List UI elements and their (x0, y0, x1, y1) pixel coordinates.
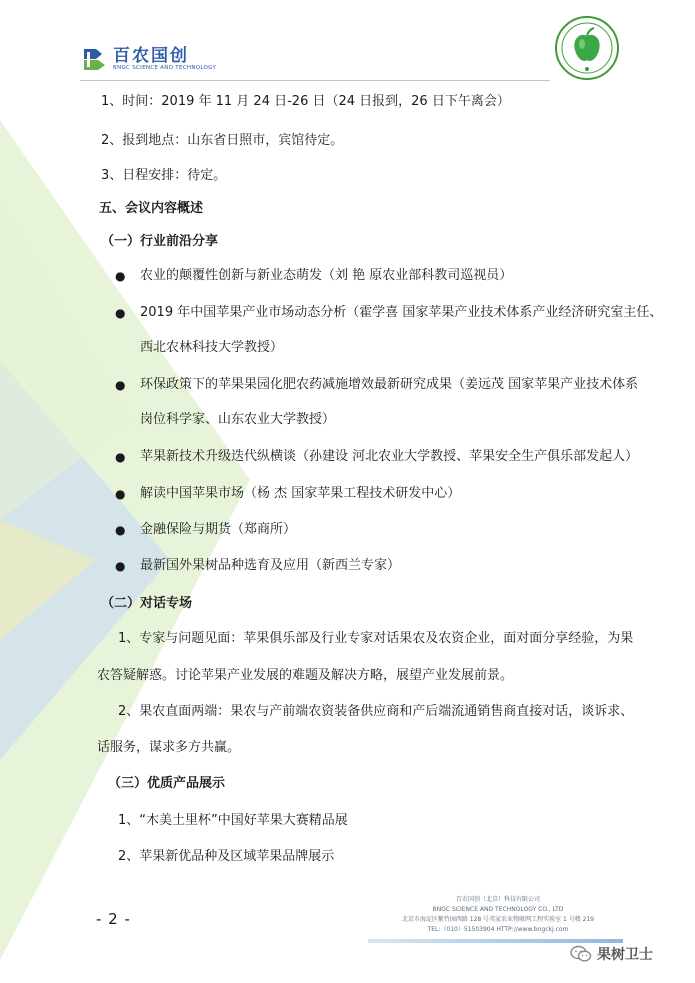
page-number: - 2 - (96, 910, 131, 928)
footer-company-english: BNGC SCIENCE AND TECHNOLOGY CO., LTD (432, 906, 564, 913)
wechat-icon (570, 945, 592, 963)
logo-english-name: BNGC SCIENCE AND TECHNOLOGY (113, 64, 217, 71)
bullet-item-3-line-1: 环保政策下的苹果果园化肥农药减施增效最新研究成果（姜远茂 国家苹果产业技术体系 (140, 377, 639, 392)
bullet-icon: ● (115, 559, 126, 573)
footer-company-name: 百农国创（北京）科技有限公司 (455, 896, 540, 903)
bullet-icon: ● (115, 306, 126, 320)
product-item-1: 1、“木美土里杯”中国好苹果大赛精品展 (118, 813, 348, 828)
bullet-item-1: 农业的颠覆性创新与新业态萌发（刘 艳 原农业部科教司巡视员） (140, 268, 513, 283)
dialogue-item-1-line-2: 农答疑解惑。讨论苹果产业发展的难题及解决方略，展望产业发展前景。 (97, 668, 514, 683)
association-seal-icon (553, 14, 621, 82)
logo-chinese-name: 百农国创 (113, 45, 189, 66)
bullet-item-2-line-2: 西北农林科技大学教授） (140, 340, 284, 355)
dialogue-item-2-line-1: 2、果农直面两端：果农与产前端农资装备供应商和产后端流通销售商直接对话，谈诉求、 (118, 704, 634, 719)
footer-company-info (380, 895, 616, 935)
dialogue-item-2-line-2: 话服务，谋求多方共赢。 (97, 740, 241, 755)
time-line: 1、时间：2019 年 11 月 24 日-26 日（24 日报到，26 日下午离会） (101, 94, 510, 109)
header-divider (80, 80, 550, 81)
location-line: 2、报到地点：山东省日照市，宾馆待定。 (101, 133, 344, 148)
bullet-item-6: 金融保险与期货（郑商所） (140, 522, 297, 537)
bullet-item-3-line-2: 岗位科学家、山东农业大学教授） (140, 412, 336, 427)
subsection-three-heading: （三）优质产品展示 (108, 776, 226, 791)
subsection-one-heading: （一）行业前沿分享 (101, 234, 219, 249)
bn-logo-icon (82, 46, 108, 72)
product-item-2: 2、苹果新优品种及区域苹果品牌展示 (118, 849, 335, 864)
footer-divider (368, 939, 623, 943)
wechat-watermark (570, 944, 653, 964)
bullet-icon: ● (115, 450, 126, 464)
bullet-icon: ● (115, 378, 126, 392)
wechat-account-name: 果树卫士 (597, 947, 653, 963)
bullet-item-4: 苹果新技术升级迭代纵横谈（孙建设 河北农业大学教授、苹果安全生产俱乐部发起人） (140, 449, 639, 464)
bullet-item-7: 最新国外果树品种选育及应用（新西兰专家） (140, 558, 401, 573)
section-five-heading: 五、会议内容概述 (99, 201, 204, 216)
company-logo (82, 46, 216, 72)
schedule-line: 3、日程安排：待定。 (101, 168, 227, 183)
subsection-two-heading: （二）对话专场 (101, 596, 193, 611)
bullet-icon: ● (115, 269, 126, 283)
footer-contact: TEL:（010）51503904 HTTP://www.bngckj.com (427, 926, 569, 933)
dialogue-item-1-line-1: 1、专家与问题见面：苹果俱乐部及行业专家对话果农及农资企业，面对面分享经验，为果 (118, 631, 634, 646)
bullet-icon: ● (115, 523, 126, 537)
bullet-icon: ● (115, 487, 126, 501)
bullet-item-2-line-1: 2019 年中国苹果产业市场动态分析（霍学喜 国家苹果产业技术体系产业经济研究室主任、 (140, 305, 663, 320)
footer-address: 北京市海淀区紫竹园西路 128 号英家农业物联网工程实验室 1 号楼 219 (401, 916, 595, 923)
bullet-item-5: 解读中国苹果市场（杨 杰 国家苹果工程技术研发中心） (140, 486, 461, 501)
